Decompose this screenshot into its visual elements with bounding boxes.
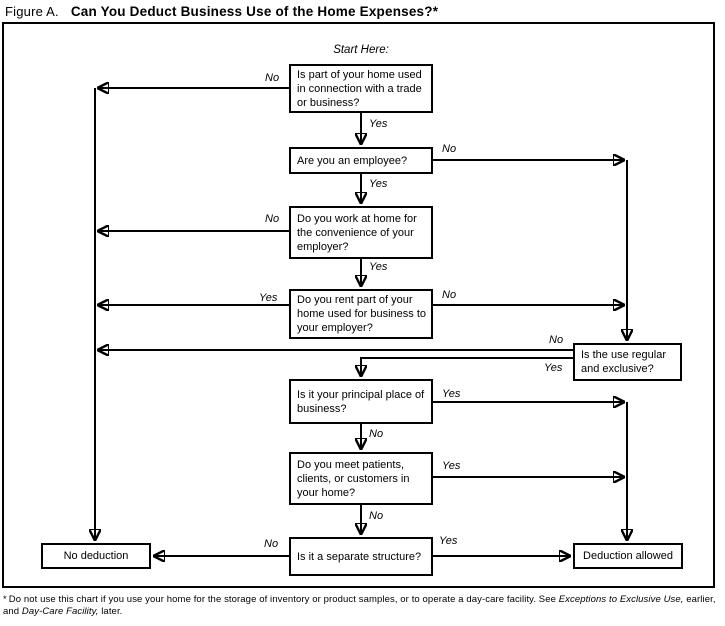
- edge-label-q6-no: No: [369, 428, 384, 440]
- figure-label: Figure A.: [5, 4, 59, 19]
- edge-label-q5-no: No: [549, 334, 564, 346]
- figure-heading: Can You Deduct Business Use of the Home Expenses?*: [70, 4, 439, 19]
- footnote-segment-italic: Exceptions to Exclusive Use,: [558, 594, 684, 605]
- edge-label-q4-yes: Yes: [259, 292, 278, 304]
- edge-label-q3-yes: Yes: [369, 261, 388, 273]
- node-q8-text: Is it a separate structure?: [297, 550, 422, 563]
- node-no-deduction: [41, 543, 151, 569]
- edge-label-q8-yes: Yes: [439, 535, 458, 547]
- node-q5-text: Is the use regular and exclusive?: [581, 349, 666, 375]
- footnote-segment-italic: Day-Care Facility,: [21, 606, 99, 617]
- node-no-deduction-text: No deduction: [63, 550, 129, 562]
- node-deduction-allowed-text: Deduction allowed: [583, 550, 673, 562]
- footnote-segment: earlier, and: [3, 594, 716, 617]
- node-q7-meet-patients-clients: [289, 452, 433, 505]
- node-q6-principal-place: [289, 379, 433, 424]
- edge-label-q1-no: No: [265, 72, 280, 84]
- node-q3-text: Do you work at home for the convenience of your employer?: [297, 212, 417, 253]
- edge-label-q5-yes: Yes: [544, 362, 563, 374]
- footnote: [3, 594, 719, 618]
- node-deduction-allowed: [573, 543, 683, 569]
- footnote-segment: later.: [98, 606, 123, 617]
- node-q8-separate-structure: [289, 537, 433, 576]
- node-q2-text: Are you an employee?: [297, 154, 408, 167]
- edge-label-q4-no: No: [442, 289, 457, 301]
- edge-label-q6-yes: Yes: [442, 388, 461, 400]
- start-here-label: Start Here:: [333, 44, 389, 56]
- node-q7-text: Do you meet patients, clients, or customers in your home?: [297, 458, 410, 499]
- edge-label-q8-no: No: [264, 538, 279, 550]
- node-q4-rent-to-employer: [289, 289, 433, 339]
- footnote-segment: * Do not use this chart if you use your home for the storage of inventory or product samples, or to operate a day-care facility. See: [3, 594, 559, 605]
- connector-q5-yes: [361, 358, 573, 375]
- node-q6-text: Is it your principal place of business?: [297, 388, 425, 415]
- node-q1-text: Is part of your home used in connection with a trade or business?: [297, 68, 422, 109]
- node-q4-text: Do you rent part of your home used for business to your employer?: [297, 294, 427, 334]
- node-q3-convenience-of-employer: [289, 206, 433, 259]
- edge-label-q1-yes: Yes: [369, 118, 388, 130]
- edge-label-q2-no: No: [442, 143, 457, 155]
- node-q5-regular-and-exclusive: [573, 343, 682, 381]
- node-q2-are-you-employee: [289, 147, 433, 174]
- edge-label-q7-no: No: [369, 510, 384, 522]
- edge-label-q2-yes: Yes: [369, 178, 388, 190]
- edge-label-q7-yes: Yes: [442, 460, 461, 472]
- edge-label-q3-no: No: [265, 213, 280, 225]
- node-q1-home-used-for-business: [289, 64, 433, 113]
